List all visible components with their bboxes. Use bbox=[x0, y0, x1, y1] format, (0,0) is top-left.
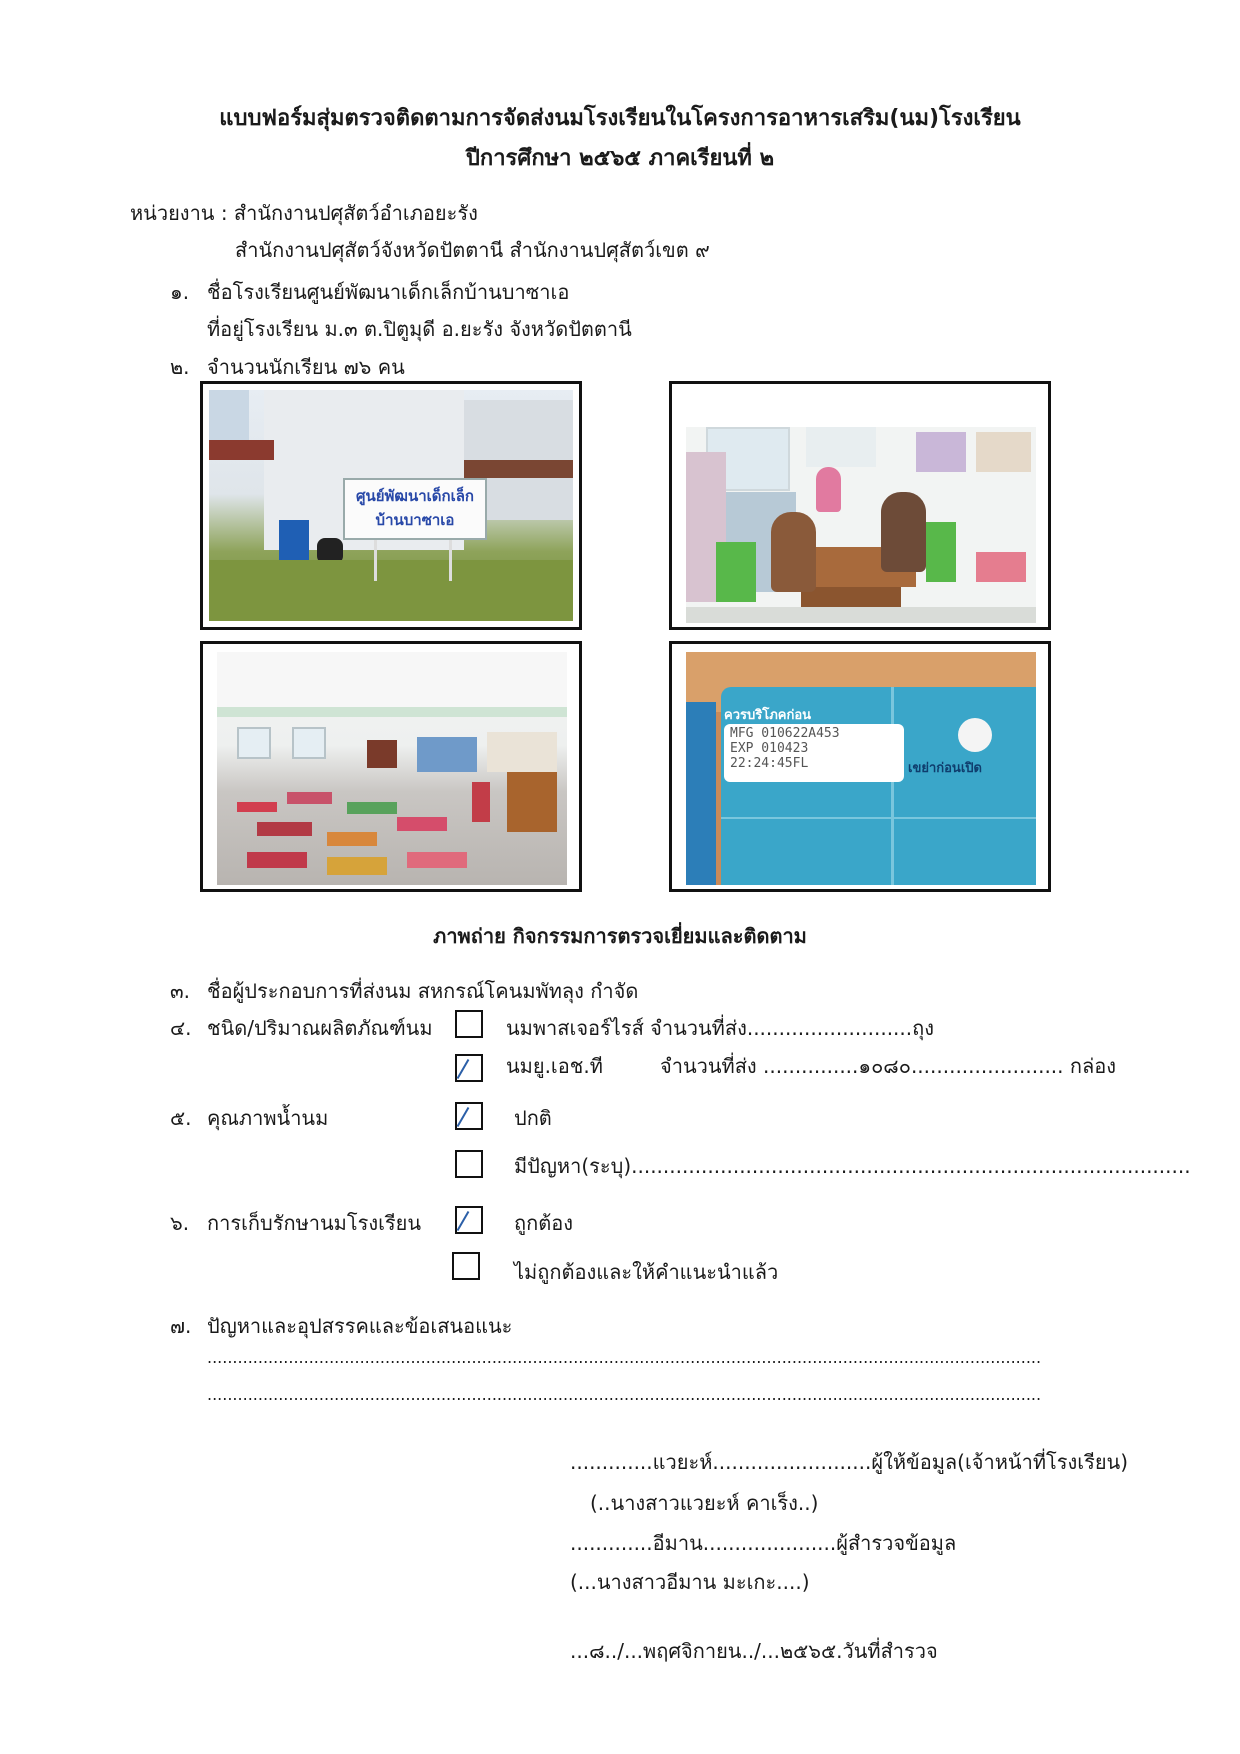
provider-signature-line: .............แวยะห์.........................ผู้ให้ข้อมูล(เจ้าหน้าที่โรงเรียน) bbox=[570, 1450, 1129, 1474]
item-number-4: ๔. bbox=[170, 1016, 192, 1040]
option-quality-normal: ปกติ bbox=[514, 1106, 552, 1130]
photo-frame-milk-carton bbox=[669, 641, 1051, 892]
item-number-6: ๖. bbox=[170, 1211, 190, 1235]
checkbox-quality-normal[interactable] bbox=[455, 1102, 483, 1130]
check-mark-icon bbox=[457, 1211, 470, 1231]
surveyor-signature-line: .............อีมาน.....................ผู้สำรวจข้อมูล bbox=[570, 1531, 957, 1555]
agency-line2: สำนักงานปศุสัตว์จังหวัดปัตตานี สำนักงานปศุสัตว์เขต ๙ bbox=[235, 238, 710, 262]
carton-seal-icon bbox=[958, 718, 992, 752]
carton-mfg: MFG 010622A453 bbox=[730, 726, 840, 741]
checkbox-quality-problem[interactable] bbox=[455, 1150, 483, 1178]
school-sign bbox=[343, 478, 487, 540]
storage-label: การเก็บรักษานมโรงเรียน bbox=[207, 1211, 422, 1235]
surveyor-name: (...นางสาวอีมาน มะเกะ....) bbox=[570, 1570, 810, 1594]
photo-milk-carton bbox=[686, 652, 1036, 885]
item-number-5: ๕. bbox=[170, 1106, 192, 1130]
photo-frame-school-sign bbox=[200, 381, 582, 630]
photo-school-sign bbox=[209, 390, 573, 621]
item-number-3: ๓. bbox=[170, 979, 191, 1003]
item-number-1: ๑. bbox=[170, 280, 190, 304]
check-mark-icon bbox=[457, 1107, 470, 1127]
option-pasteurized: นมพาสเจอร์ไรส์ จำนวนที่ส่ง..........................ถุง bbox=[506, 1016, 934, 1040]
operator-name: ชื่อผู้ประกอบการที่ส่งนม สหกรณ์โคนมพัทลุง กำจัด bbox=[207, 979, 639, 1003]
photo-caption: ภาพถ่าย กิจกรรมการตรวจเยี่ยมและติดตาม bbox=[433, 924, 807, 948]
option-storage-correct: ถูกต้อง bbox=[514, 1211, 573, 1235]
check-mark-icon bbox=[457, 1059, 470, 1079]
checkbox-uht[interactable] bbox=[455, 1054, 483, 1082]
item-number-2: ๒. bbox=[170, 355, 190, 379]
problems-line-2: .................................................................................................................................................................... bbox=[207, 1385, 1042, 1404]
photo-office-meeting bbox=[686, 392, 1036, 623]
option-quality-problem: มีปัญหา(ระบุ)........................................................................................ bbox=[514, 1154, 1191, 1178]
milk-quality-label: คุณภาพน้ำนม bbox=[207, 1106, 329, 1130]
option-storage-incorrect: ไม่ถูกต้องและให้คำแนะนำแล้ว bbox=[514, 1260, 779, 1284]
photo-frame-classroom bbox=[200, 641, 582, 892]
carton-date-stamp bbox=[724, 724, 904, 782]
uht-quantity: จำนวนที่ส่ง ...............๑๐๘๐........................ กล่อง bbox=[660, 1054, 1117, 1078]
carton-code: 22:24:45FL bbox=[730, 756, 809, 771]
carton-shake-text: เขย่าก่อนเปิด bbox=[908, 761, 982, 776]
school-name: ชื่อโรงเรียนศูนย์พัฒนาเด็กเล็กบ้านบาซาเอ bbox=[207, 280, 570, 304]
photo-frame-office bbox=[669, 381, 1051, 630]
checkbox-storage-correct[interactable] bbox=[455, 1206, 483, 1234]
checkbox-pasteurized[interactable] bbox=[455, 1010, 483, 1038]
item-number-7: ๗. bbox=[170, 1314, 192, 1338]
sign-text-line2: บ้านบาซาเอ bbox=[375, 511, 455, 529]
carton-best-before-label: ควรบริโภคก่อน bbox=[724, 708, 812, 723]
option-uht: นมยู.เอช.ที bbox=[506, 1054, 603, 1078]
photo-classroom bbox=[217, 652, 567, 885]
problems-line-1: .................................................................................................................................................................... bbox=[207, 1348, 1042, 1367]
form-title-line2: ปีการศึกษา ๒๕๖๕ ภาคเรียนที่ ๒ bbox=[465, 146, 775, 171]
product-type-label: ชนิด/ปริมาณผลิตภัณฑ์นม bbox=[207, 1016, 433, 1040]
school-address: ที่อยู่โรงเรียน ม.๓ ต.ปิตูมุดี อ.ยะรัง จังหวัดปัตตานี bbox=[207, 317, 632, 341]
student-count: จำนวนนักเรียน ๗๖ คน bbox=[207, 355, 405, 379]
sign-text-line1: ศูนย์พัฒนาเด็กเล็ก bbox=[355, 487, 475, 505]
carton-exp: EXP 010423 bbox=[730, 741, 809, 756]
provider-name: (..นางสาวแวยะห์ คาเร็ง..) bbox=[590, 1491, 819, 1515]
checkbox-storage-incorrect[interactable] bbox=[452, 1252, 480, 1280]
agency-line1: หน่วยงาน : สำนักงานปศุสัตว์อำเภอยะรัง bbox=[130, 201, 478, 225]
problems-label: ปัญหาและอุปสรรคและข้อเสนอแนะ bbox=[207, 1314, 513, 1338]
survey-date: ...๘../...พฤศจิกายน../...๒๕๖๕.วันที่สำรวจ bbox=[570, 1639, 938, 1663]
form-title-line1: แบบฟอร์มสุ่มตรวจติดตามการจัดส่งนมโรงเรียนในโครงการอาหารเสริม(นม)โรงเรียน bbox=[219, 106, 1021, 131]
